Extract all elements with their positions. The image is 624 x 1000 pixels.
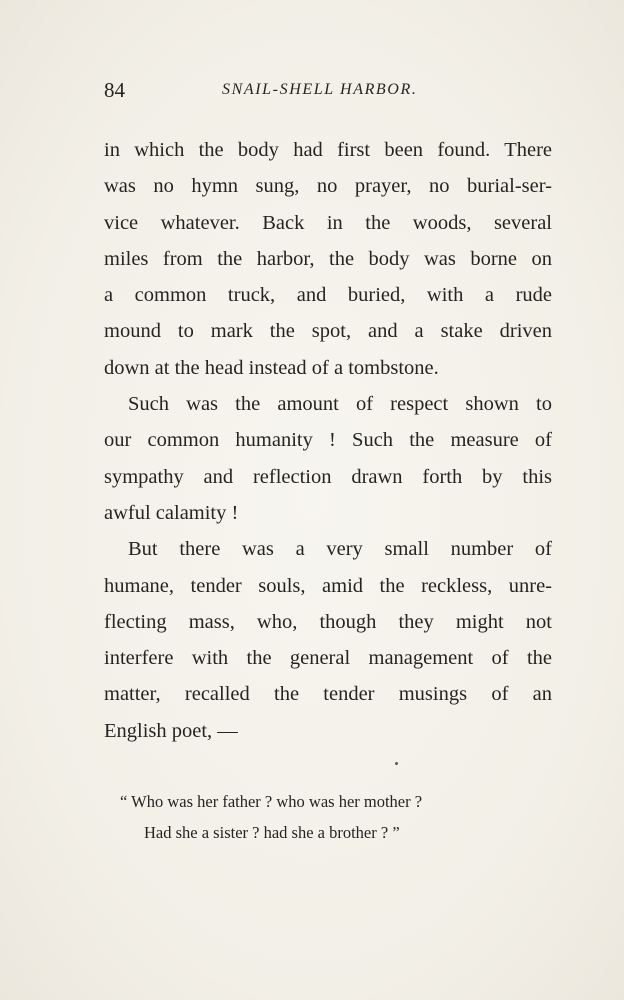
text-line: Such was the amount of respect shown to	[128, 393, 552, 416]
paragraph-3	[104, 531, 552, 749]
text-line: But there was a very small number of	[128, 538, 552, 561]
verse-line: “ Who was her father ? who was her mother ?	[120, 792, 423, 811]
paragraph-2	[104, 386, 552, 531]
text-line: sympathy and reflection drawn forth by this	[104, 465, 552, 488]
text-line: English poet, —	[104, 719, 238, 742]
text-line: mound to mark the spot, and a stake driven	[104, 320, 552, 343]
text-line: interfere with the general management of the	[104, 647, 552, 670]
page-number: 84	[104, 78, 125, 102]
body-text	[104, 132, 552, 749]
verse-quotation	[120, 786, 520, 848]
text-line: miles from the harbor, the body was borne on	[104, 247, 552, 270]
text-line: was no hymn sung, no prayer, no burial-ser-	[104, 175, 552, 198]
text-line: in which the body had first been found. There	[104, 139, 552, 161]
text-line: down at the head instead of a tombstone.	[104, 356, 439, 379]
text-line: a common truck, and buried, with a rude	[104, 284, 552, 307]
page-header	[104, 78, 552, 106]
paragraph-1	[104, 132, 552, 386]
text-line: flecting mass, who, though they might not	[104, 610, 552, 633]
text-line: matter, recalled the tender musings of an	[104, 683, 552, 706]
text-line: humane, tender souls, amid the reckless, unre-	[104, 574, 552, 597]
verse-line: Had she a sister ? had she a brother ? ”	[144, 823, 400, 842]
print-speck	[395, 762, 398, 765]
text-line: our common humanity ! Such the measure of	[104, 429, 552, 452]
text-line: awful calamity !	[104, 501, 239, 524]
running-head: SNAIL-SHELL HARBOR.	[222, 81, 418, 98]
text-line: vice whatever. Back in the woods, several	[104, 211, 552, 234]
